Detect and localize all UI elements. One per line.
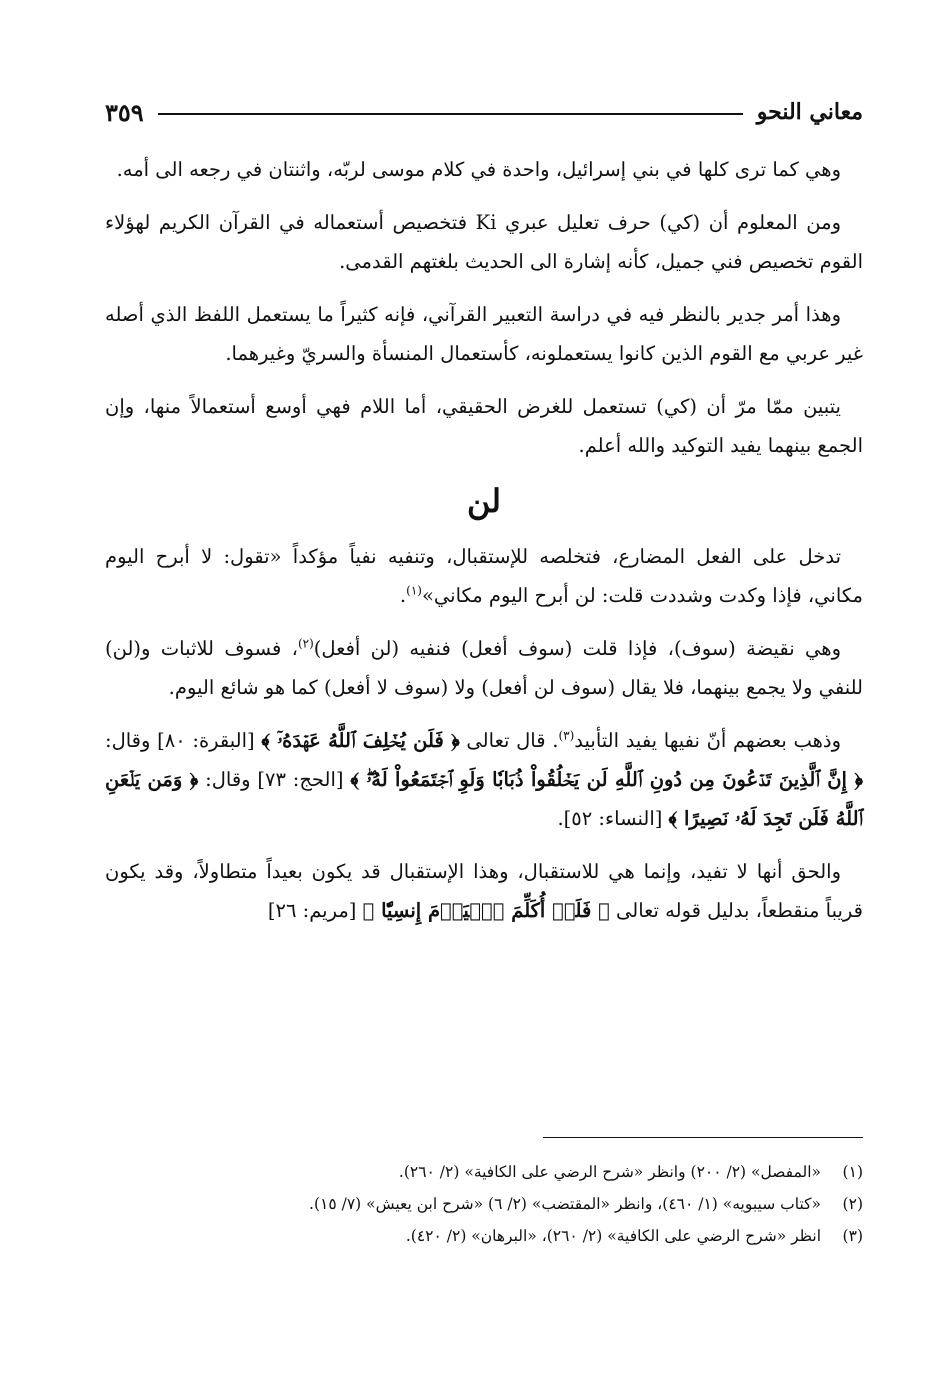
paragraph-4: يتبين ممّا مرّ أن (كي) تستعمل للغرض الحقيقي، أما اللام فهي أوسع أستعمالاً منها، وإن الجمع بينهما يفيد التوكيد والله أعلم.	[105, 395, 863, 457]
footnote-ref-2[interactable]: (٢)	[297, 636, 314, 651]
paragraph-8-text-a: والحق أنها لا تفيد، وإنما هي للاستقبال، وهذا الإستقبال قد يكون بعيداً متطاولاً، وقد يكون قريباً منقطعاً، بدليل قوله تعالى	[105, 860, 863, 922]
footnote-number: (٢)	[842, 1195, 863, 1213]
main-text	[105, 150, 863, 944]
paragraph-7-text-e: [النساء: ٥٢].	[557, 807, 669, 830]
quran-verse-1: ﴿ فَلَن يُخۡلِفَ ٱللَّهُ عَهۡدَهُۥٓ ﴾	[261, 729, 460, 752]
quran-verse-4: ﴿ فَلَنۡ أُكَلِّمَ ٱلۡيَوۡمَ إِنسِيّٗا ﴾	[362, 899, 610, 922]
footnote-3	[105, 1220, 863, 1252]
paragraph-5	[105, 537, 863, 615]
paragraph-7-text-b: . قال تعالى	[459, 729, 559, 752]
footnote-ref-1[interactable]: (١)	[406, 583, 422, 598]
footnote-text: «المفصل» (٢/ ٢٠٠) وانظر «شرح الرضي على الكافية» (٢/ ٢٦٠).	[398, 1163, 821, 1181]
quran-verse-2: ﴿ إِنَّ ٱلَّذِينَ تَدۡعُونَ مِن دُونِ ٱللَّهِ لَن يَخۡلُقُواْ ذُبَابٗا وَلَوِ ٱجۡتَمَعُواْ لَهُۥۖ ﴾	[350, 768, 863, 791]
footnote-number: (١)	[842, 1163, 863, 1181]
footnote-text: «كتاب سيبويه» (١/ ٤٦٠)، وانظر «المقتضب» (٢/ ٦) «شرح ابن يعيش» (٧/ ١٥).	[309, 1195, 821, 1213]
paragraph-7	[105, 721, 863, 838]
paragraph-7-text-a: وذهب بعضهم أنّ نفيها يفيد التأبيد	[574, 729, 841, 752]
paragraph-2: ومن المعلوم أن (كي) حرف تعليل عبري Ki فتخصيص أستعماله في القرآن الكريم لهؤلاء القوم تخصيص فني جميل، كأنه إشارة الى الحديث بلغتهم القدمى.	[105, 211, 863, 273]
page-number: ٣٥٩	[105, 97, 144, 127]
footnote-1	[105, 1156, 863, 1188]
paragraph-7-text-d: [الحج: ٧٣] وقال:	[198, 768, 351, 791]
paragraph-6-text-a: وهي نقيضة (سوف)، فإذا قلت (سوف أفعل) فنفيه (لن أفعل)	[313, 637, 841, 660]
paragraph-8	[105, 852, 863, 930]
footnote-number: (٣)	[842, 1227, 863, 1245]
footnote-2	[105, 1188, 863, 1220]
running-header	[105, 92, 863, 132]
paragraph-1: وهي كما ترى كلها في بني إسرائيل، واحدة في كلام موسى لربّه، واثنتان في رجعه الى أمه.	[116, 158, 841, 181]
quran-verse-3: ﴿ وَمَن يَلۡعَنِ ٱللَّهُ فَلَن تَجِدَ لَهُۥ نَصِيرًا ﴾	[105, 768, 863, 830]
paragraph-5-text: تدخل على الفعل المضارع، فتخلصه للإستقبال، وتنفيه نفياً مؤكداً «تقول: لا أبرح اليوم مكاني، فإذا وكدت وشددت قلت: لن أبرح اليوم مكاني»	[105, 545, 863, 607]
paragraph-8-text-b: [مريم: ٢٦]	[267, 899, 363, 922]
paragraph-6	[105, 629, 863, 707]
paragraph-5-end: .	[399, 584, 407, 607]
running-title: معاني النحو	[756, 99, 863, 125]
footnotes	[105, 1156, 863, 1252]
footnote-separator	[543, 1137, 863, 1138]
header-rule	[158, 113, 743, 115]
paragraph-6-text-b: ، فسوف للاثبات و(لن) للنفي ولا يجمع بينهما، فلا يقال (سوف لن أفعل) ولا (سوف لا أفعل) كما هو شائع اليوم.	[105, 637, 863, 699]
section-heading: لن	[466, 482, 502, 520]
paragraph-3: وهذا أمر جدير بالنظر فيه في دراسة التعبير القرآني، فإنه كثيراً ما يستعمل اللفظ الذي أصله غير عربي مع القوم الذين كانوا يستعملونه، كأستعمال المنسأة والسريّ وغيرهما.	[105, 303, 863, 365]
paragraph-7-text-c: [البقرة: ٨٠] وقال:	[105, 729, 262, 752]
footnote-ref-3[interactable]: (٣)	[558, 728, 575, 743]
footnote-text: انظر «شرح الرضي على الكافية» (٢/ ٢٦٠)، «البرهان» (٢/ ٤٢٠).	[405, 1227, 821, 1245]
